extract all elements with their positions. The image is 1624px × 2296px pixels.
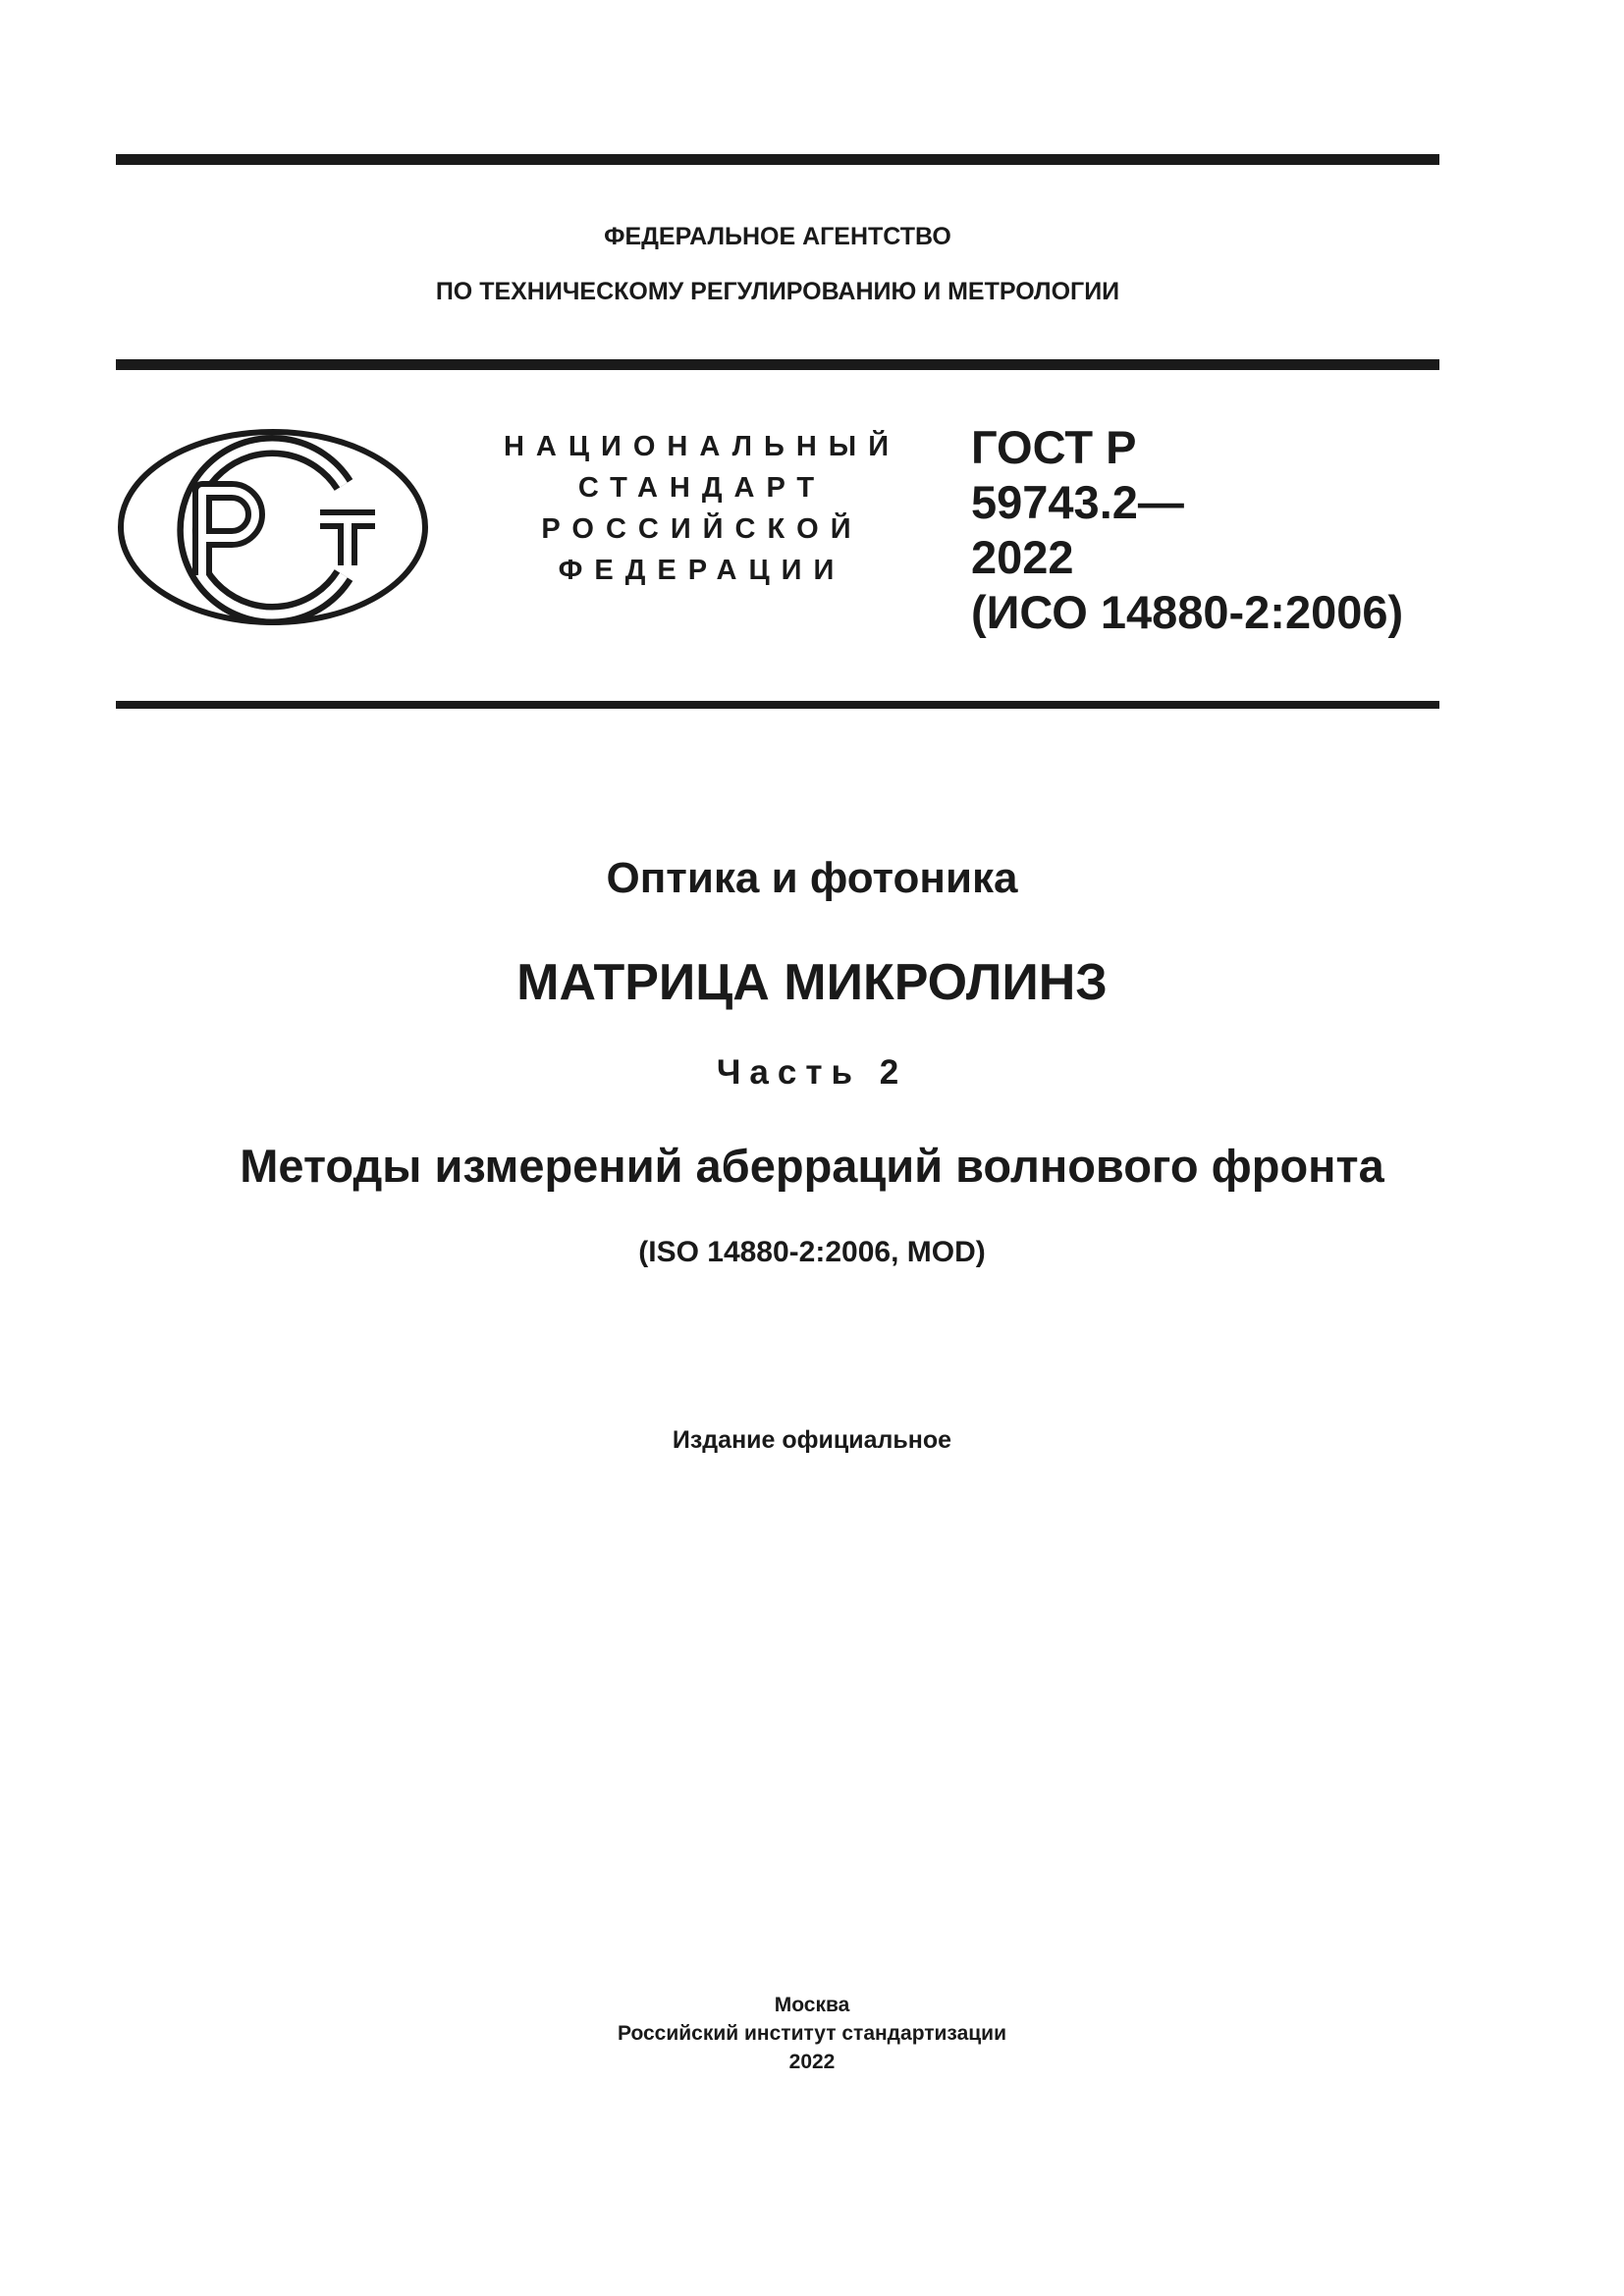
national-standard-label xyxy=(481,426,923,591)
national-standard-line: СТАНДАРТ xyxy=(577,472,827,504)
middle-rule xyxy=(116,359,1439,370)
main-title: МАТРИЦА МИКРОЛИНЗ xyxy=(516,954,1108,1011)
imprint-publisher: Российский институт стандартизации xyxy=(617,2022,1007,2045)
national-standard-line: НАЦИОНАЛЬНЫЙ xyxy=(503,431,901,462)
agency-name-line-2: ПО ТЕХНИЧЕСКОМУ РЕГУЛИРОВАНИЮ И МЕТРОЛОГИИ xyxy=(435,278,1120,305)
gost-number-line: 59743.2— xyxy=(971,476,1184,528)
iso-reference: (ISO 14880-2:2006, MOD) xyxy=(638,1236,986,1268)
part-label: Часть 2 xyxy=(716,1053,908,1092)
gost-line: ГОСТ Р xyxy=(971,421,1137,473)
national-standard-line: ФЕДЕРАЦИИ xyxy=(558,555,846,586)
gost-year-line: 2022 xyxy=(971,531,1074,583)
standard-designation xyxy=(971,420,1442,640)
edition-label: Издание официальное xyxy=(672,1426,952,1454)
agency-name-line-1: ФЕДЕРАЛЬНОЕ АГЕНТСТВО xyxy=(604,223,951,250)
iso-equivalent-line: (ИСО 14880-2:2006) xyxy=(971,586,1404,638)
rst-certification-mark-icon xyxy=(116,428,430,627)
imprint-city: Москва xyxy=(774,1994,850,2016)
imprint-year: 2022 xyxy=(788,2051,836,2073)
national-standard-line: РОССИЙСКОЙ xyxy=(541,513,863,545)
subtitle: Методы измерений аберраций волнового фронта xyxy=(240,1140,1384,1192)
bottom-rule xyxy=(116,701,1439,709)
top-rule xyxy=(116,154,1439,165)
field-title: Оптика и фотоника xyxy=(606,854,1018,902)
